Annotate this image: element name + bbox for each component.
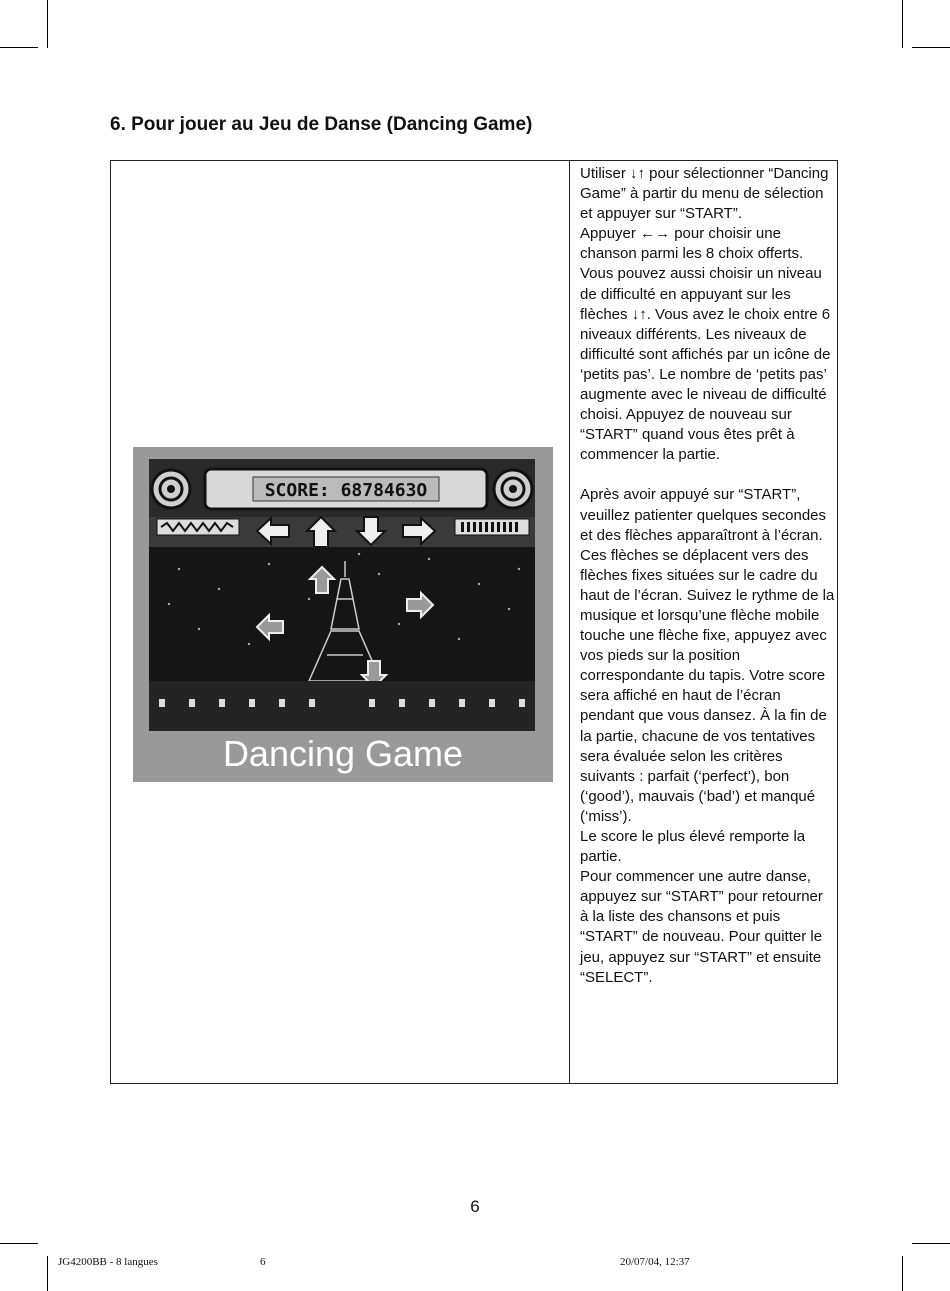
footer-middle: 6	[260, 1256, 266, 1268]
crop-mark	[0, 1243, 38, 1244]
crop-mark	[912, 47, 950, 48]
screenshot-caption: Dancing Game	[222, 733, 464, 774]
game-screenshot	[133, 447, 553, 782]
score-display: SCORE: 6878463O	[264, 480, 428, 501]
column-divider	[569, 161, 570, 1083]
instructions-column	[580, 164, 835, 988]
crop-mark	[0, 47, 38, 48]
instruction-paragraph: Après avoir appuyé sur “START”, veuillez patienter quelques secondes et des flèches apparaîtront à l’écran. Ces flèches se déplacent vers des flèches fixes situées sur le cadre du haut de l’écran. Suivez le rythme de la musique et lorsqu’une flèche mobile touche une flèche fixe, appuyez avec vos pieds sur la position correspondante du tapis. Votre score sera affiché en haut de l’écran pendant que vous dansez. À la fin de la partie, chacune de vos tentatives sera évaluée selon les critères suivants : parfait (‘perfect’), bon (‘good’), mauvais (‘bad’) et manqué (‘miss’).	[580, 486, 835, 825]
crop-mark	[902, 1256, 903, 1291]
instruction-paragraph: Le score le plus élevé remporte la partie.	[580, 828, 806, 866]
instruction-paragraph: Pour commencer une autre danse, appuyez sur “START” pour retourner à la liste des chansons et puis “START” de nouveau. Pour quitter le jeu, appuyez sur “START” et ensuite “SELECT”.	[580, 868, 823, 986]
instruction-paragraph: Appuyer ←→ pour choisir une chanson parmi les 8 choix offerts. Vous pouvez aussi choisir un niveau de difficulté en appuyant sur les flèches ↓↑. Vous avez le choix entre 6 niveaux différents. Les niveaux de difficulté sont affichés par un icône de ‘petits pas’. Le nombre de ‘petits pas’ augmente avec le niveau de difficulté choisi. Appuyez de nouveau sur “START” quand vous êtes prêt à commencer la partie.	[580, 225, 831, 464]
crop-mark	[902, 0, 903, 48]
game-screen-graphic	[149, 459, 535, 731]
footer-left: JG4200BB - 8 langues	[58, 1256, 158, 1268]
page-number: 6	[470, 1197, 480, 1216]
game-screen	[149, 459, 535, 731]
content-table	[110, 160, 838, 1084]
crop-mark	[912, 1243, 950, 1244]
section-title: 6. Pour jouer au Jeu de Danse (Dancing Game)	[110, 114, 533, 135]
crop-mark	[47, 1256, 48, 1291]
crop-mark	[47, 0, 48, 48]
instruction-paragraph: Utiliser ↓↑ pour sélectionner “Dancing Game” à partir du menu de sélection et appuyer sur “START”.	[580, 165, 829, 223]
footer-right: 20/07/04, 12:37	[620, 1256, 690, 1268]
